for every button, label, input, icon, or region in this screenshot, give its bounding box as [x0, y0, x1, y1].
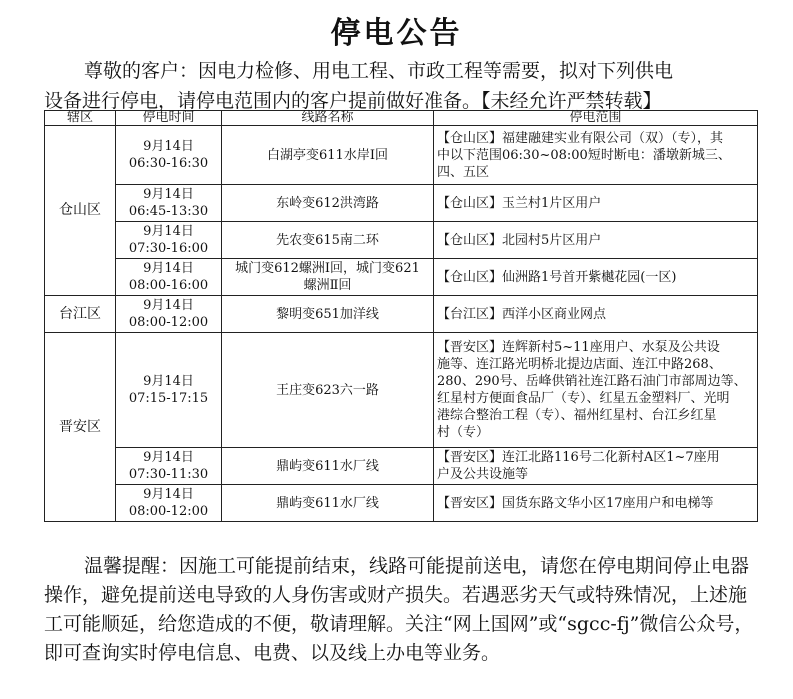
- line-cell: [222, 485, 434, 522]
- range-cell-line: 【台江区】西洋小区商业网点: [437, 306, 607, 322]
- page-title: 停电公告: [330, 16, 463, 51]
- table-row: [45, 185, 758, 222]
- range-cell-line: 港综合整治工程（专）、福州红星村、台江乡红星: [437, 408, 717, 423]
- time-cell-line: 9月14日: [143, 374, 194, 389]
- range-cell-line: 户及公共设施等: [437, 467, 529, 482]
- range-cell-line: 280、290号、岳峰供销社连江路石油门市部周边等、: [437, 374, 747, 389]
- time-cell-line: 9月14日: [143, 139, 194, 154]
- range-cell-line: 红星村方便面食品厂（专）、红星五金塑料厂、光明: [437, 391, 730, 406]
- table-row: [45, 296, 758, 333]
- table-row: [45, 222, 758, 259]
- time-cell-line: 06:45-13:30: [128, 204, 209, 219]
- range-cell: [434, 259, 758, 296]
- range-cell-line: 【仓山区】玉兰村1片区用户: [437, 195, 602, 211]
- range-cell-line: 【晋安区】国货东路文华小区17座用户和电梯等: [437, 495, 714, 511]
- range-cell: [434, 185, 758, 222]
- line-cell-line: 先农变615南二环: [276, 232, 379, 248]
- time-cell: [116, 333, 222, 448]
- time-cell-line: 08:00-16:00: [128, 278, 209, 293]
- district-cell: 晋安区: [45, 333, 116, 522]
- time-cell: [116, 259, 222, 296]
- table-row: [45, 333, 758, 448]
- time-cell-line: 9月14日: [143, 224, 194, 239]
- time-cell-line: 9月14日: [143, 450, 194, 465]
- header-range: 停电范围: [434, 111, 758, 126]
- reminder-paragraph: 温馨提醒：因施工可能提前结束，线路可能提前送电，请您在停电期间停止电器操作，避免提前送电导致的人身伤害或财产损失。若遇恶劣天气或特殊情况，上述施工可能顺延，给您造成的不便，敬请理解。关注“网上国网”或“sgcc-fj”微信公众号，即可查询实时停电信息、电费、以及线上办电等业务。: [44, 555, 754, 664]
- table-row: [45, 485, 758, 522]
- line-cell: [222, 222, 434, 259]
- line-cell-line: 黎明变651加洋线: [276, 306, 379, 322]
- range-cell: [434, 296, 758, 333]
- time-cell: [116, 485, 222, 522]
- district-cell: 台江区: [45, 296, 116, 333]
- table-row: [45, 259, 758, 296]
- range-cell-line: 施等、连江路光明桥北提边店面、连江中路268、: [437, 357, 722, 372]
- header-line: 线路名称: [222, 111, 434, 126]
- range-cell-line: 【仓山区】北园村5片区用户: [437, 232, 602, 248]
- outage-table: [44, 110, 758, 522]
- line-cell: [222, 185, 434, 222]
- line-cell: [222, 259, 434, 296]
- range-cell-line: 村（专）: [437, 425, 490, 440]
- range-cell: [434, 333, 758, 448]
- time-cell-line: 9月14日: [143, 298, 194, 313]
- line-cell-line: 城门变612螺洲Ⅰ回，城门变621: [235, 261, 420, 276]
- time-cell-line: 07:15-17:15: [128, 391, 209, 406]
- time-cell-line: 9月14日: [143, 261, 194, 276]
- line-cell: [222, 333, 434, 448]
- range-cell: [434, 448, 758, 485]
- time-cell-line: 06:30-16:30: [128, 156, 209, 171]
- range-cell: [434, 222, 758, 259]
- district-cell: 仓山区: [45, 126, 116, 296]
- table-row: [45, 126, 758, 185]
- range-cell-line: 【仓山区】仙洲路1号首开紫樾花园(一区): [437, 269, 677, 285]
- time-cell: [116, 296, 222, 333]
- line-cell-line: 王庄变623六一路: [276, 382, 379, 398]
- intro-line: 尊敬的客户：因电力检修、用电工程、市政工程等需要，拟对下列供电: [84, 60, 674, 82]
- time-cell-line: 08:00-12:00: [128, 315, 209, 330]
- time-cell: [116, 126, 222, 185]
- time-cell-line: 9月14日: [143, 187, 194, 202]
- line-cell: [222, 296, 434, 333]
- header-district: 辖区: [45, 111, 116, 126]
- line-cell-line: 鼎屿变611水厂线: [276, 495, 379, 511]
- table-header-row: [45, 111, 758, 126]
- range-cell-line: 【晋安区】连江北路116号二化新村A区1~7座用: [437, 450, 720, 465]
- time-cell-line: 9月14日: [143, 487, 194, 502]
- time-cell: [116, 448, 222, 485]
- time-cell-line: 07:30-16:00: [128, 241, 209, 256]
- time-cell: [116, 222, 222, 259]
- line-cell-line: 螺洲Ⅱ回: [303, 278, 352, 293]
- range-cell: [434, 485, 758, 522]
- time-cell-line: 08:00-12:00: [128, 504, 209, 519]
- line-cell-line: 东岭变612洪湾路: [276, 195, 379, 211]
- line-cell: [222, 126, 434, 185]
- line-cell: [222, 448, 434, 485]
- intro-paragraph: [44, 56, 756, 116]
- range-cell: [434, 126, 758, 185]
- range-cell-line: 【仓山区】福建融建实业有限公司（双）（专），其: [437, 130, 724, 146]
- header-time: 停电时间: [116, 111, 222, 126]
- table-row: [45, 448, 758, 485]
- intro-line: 设备进行停电，请停电范围内的客户提前做好准备。【未经允许严禁转载】: [44, 90, 662, 112]
- time-cell: [116, 185, 222, 222]
- time-cell-line: 07:30-11:30: [128, 467, 209, 482]
- range-cell-line: 四、五区: [437, 164, 490, 180]
- line-cell-line: 白湖亭变611水岸Ⅰ回: [267, 147, 388, 163]
- line-cell-line: 鼎屿变611水厂线: [276, 458, 379, 474]
- range-cell-line: 中以下范围06:30~08:00短时断电：潘墩新城三、: [437, 147, 731, 163]
- range-cell-line: 【晋安区】连辉新村5~11座用户、水泵及公共设: [437, 340, 720, 355]
